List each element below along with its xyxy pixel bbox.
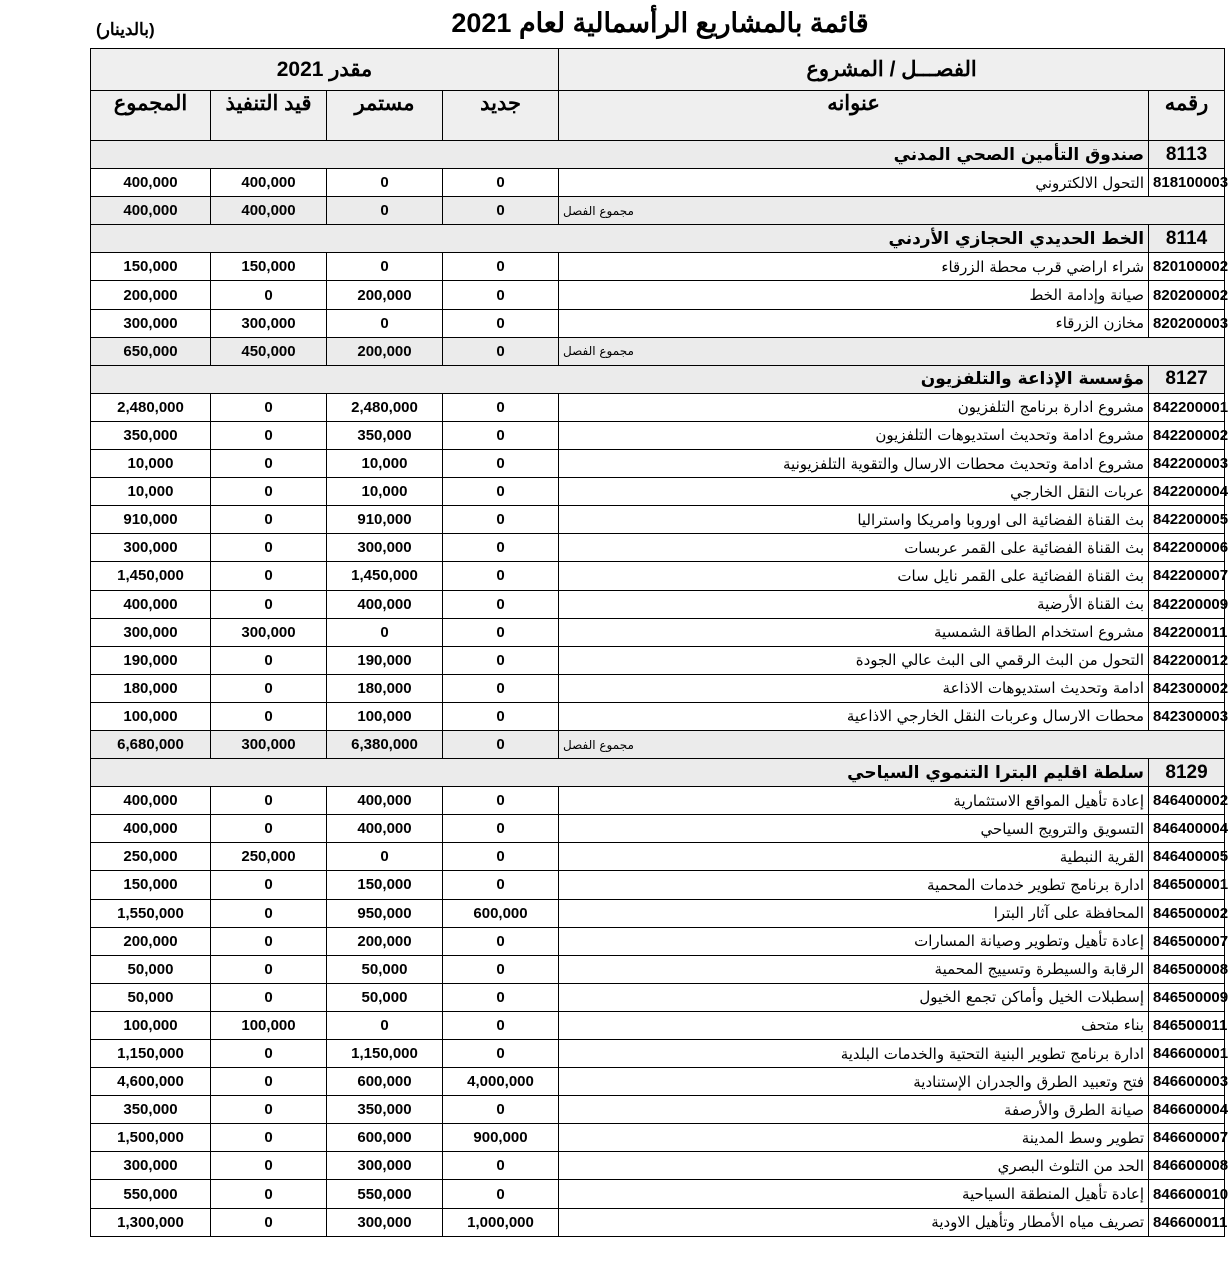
total-cell: 400,000 [91,590,211,618]
section-new-cell: 0 [443,197,559,225]
section-header-row [91,759,1225,787]
project-code-cell: 846400005 [1149,843,1225,871]
project-title-cell: إعادة تأهيل المنطقة السياحية [559,1180,1149,1208]
project-title-cell: شراء اراضي قرب محطة الزرقاء [559,253,1149,281]
continuing-cell: 1,450,000 [327,562,443,590]
continuing-cell: 50,000 [327,955,443,983]
new-cell: 0 [443,871,559,899]
in-progress-cell: 0 [211,1152,327,1180]
continuing-cell: 200,000 [327,927,443,955]
new-cell: 0 [443,1180,559,1208]
table-row [91,1096,1225,1124]
new-cell: 0 [443,450,559,478]
currency-unit-label: (بالدينار) [96,20,155,39]
table-row [91,899,1225,927]
new-cell: 900,000 [443,1124,559,1152]
total-cell: 400,000 [91,169,211,197]
section-in-progress-cell: 400,000 [211,197,327,225]
total-cell: 300,000 [91,618,211,646]
continuing-cell: 600,000 [327,1124,443,1152]
project-title-cell: ادارة برنامج تطوير خدمات المحمية [559,871,1149,899]
chapter-project-header: الفصـــل / المشروع [559,49,1225,91]
continuing-cell: 300,000 [327,1208,443,1236]
in-progress-cell: 0 [211,534,327,562]
project-code-cell: 846600011 [1149,1208,1225,1236]
new-cell: 0 [443,983,559,1011]
section-name: صندوق التأمين الصحي المدني [91,141,1149,169]
section-total-row [91,197,1225,225]
total-cell: 400,000 [91,787,211,815]
new-cell: 0 [443,787,559,815]
section-total-label: مجموع الفصل [559,337,1225,365]
table-row [91,421,1225,449]
total-cell: 180,000 [91,674,211,702]
continuing-cell: 300,000 [327,1152,443,1180]
in-progress-column-header: قيد التنفيذ [211,91,327,141]
total-cell: 350,000 [91,1096,211,1124]
continuing-cell: 100,000 [327,702,443,730]
table-row [91,562,1225,590]
in-progress-cell: 0 [211,1096,327,1124]
in-progress-cell: 0 [211,787,327,815]
in-progress-cell: 0 [211,1180,327,1208]
project-title-cell: بث القناة الفضائية على القمر عربسات [559,534,1149,562]
in-progress-cell: 0 [211,1068,327,1096]
continuing-cell: 50,000 [327,983,443,1011]
in-progress-cell: 0 [211,281,327,309]
continuing-cell: 0 [327,253,443,281]
section-code: 8113 [1149,141,1225,169]
in-progress-cell: 100,000 [211,1011,327,1039]
project-title-cell: بث القناة الأرضية [559,590,1149,618]
continuing-cell: 400,000 [327,815,443,843]
section-new-cell: 0 [443,337,559,365]
total-cell: 200,000 [91,927,211,955]
total-cell: 550,000 [91,1180,211,1208]
total-cell: 200,000 [91,281,211,309]
in-progress-cell: 0 [211,421,327,449]
section-continuing-cell: 6,380,000 [327,730,443,758]
number-column-header: رقمه [1149,91,1225,141]
section-name: الخط الحديدي الحجازي الأردني [91,225,1149,253]
project-title-cell: إعادة تأهيل وتطوير وصيانة المسارات [559,927,1149,955]
table-row [91,450,1225,478]
section-total-cell: 650,000 [91,337,211,365]
table-body [91,141,1228,1237]
total-cell: 100,000 [91,702,211,730]
project-title-cell: عربات النقل الخارجي [559,478,1149,506]
project-code-cell: 846500002 [1149,899,1225,927]
section-header-row [91,365,1225,393]
continuing-cell: 0 [327,618,443,646]
section-name: سلطة اقليم البترا التنموي السياحي [91,759,1149,787]
new-cell: 0 [443,562,559,590]
in-progress-cell: 0 [211,702,327,730]
section-continuing-cell: 0 [327,197,443,225]
section-code: 8127 [1149,365,1225,393]
continuing-cell: 600,000 [327,1068,443,1096]
table-row [91,843,1225,871]
in-progress-cell: 0 [211,1124,327,1152]
project-code-cell: 842200001 [1149,393,1225,421]
table-row [91,815,1225,843]
new-cell: 0 [443,309,559,337]
continuing-cell: 300,000 [327,534,443,562]
table-row [91,281,1225,309]
table-row [91,1011,1225,1039]
new-cell: 0 [443,506,559,534]
section-code: 8129 [1149,759,1225,787]
continuing-cell: 0 [327,1011,443,1039]
section-total-cell: 400,000 [91,197,211,225]
section-total-row [91,730,1225,758]
section-code: 8114 [1149,225,1225,253]
project-title-cell: فتح وتعبيد الطرق والجدران الإستنادية [559,1068,1149,1096]
section-header-row [91,141,1225,169]
continuing-cell: 910,000 [327,506,443,534]
in-progress-cell: 0 [211,590,327,618]
section-new-cell: 0 [443,730,559,758]
project-title-cell: مشروع ادارة برنامج التلفزيون [559,393,1149,421]
in-progress-cell: 0 [211,562,327,590]
total-cell: 1,450,000 [91,562,211,590]
table-row [91,618,1225,646]
project-code-cell: 842200012 [1149,646,1225,674]
in-progress-cell: 0 [211,393,327,421]
capital-projects-table [90,48,1228,1237]
project-title-cell: صيانة وإدامة الخط [559,281,1149,309]
continuing-cell: 350,000 [327,421,443,449]
continuing-column-header: مستمر [327,91,443,141]
header-row-top [91,49,1225,91]
new-cell: 0 [443,618,559,646]
total-cell: 400,000 [91,815,211,843]
total-cell: 300,000 [91,534,211,562]
new-cell: 0 [443,646,559,674]
table-row [91,1124,1225,1152]
new-cell: 600,000 [443,899,559,927]
project-code-cell: 842200007 [1149,562,1225,590]
project-title-cell: مخازن الزرقاء [559,309,1149,337]
project-code-cell: 846600003 [1149,1068,1225,1096]
header-row-columns [91,91,1225,141]
project-title-cell: مشروع استخدام الطاقة الشمسية [559,618,1149,646]
total-cell: 1,150,000 [91,1040,211,1068]
project-title-cell: ادارة برنامج تطوير البنية التحتية والخدمات البلدية [559,1040,1149,1068]
new-cell: 4,000,000 [443,1068,559,1096]
total-cell: 10,000 [91,450,211,478]
table-row [91,983,1225,1011]
new-cell: 0 [443,281,559,309]
new-cell: 0 [443,1152,559,1180]
continuing-cell: 950,000 [327,899,443,927]
table-row [91,1040,1225,1068]
project-title-cell: محطات الارسال وعربات النقل الخارجي الاذاعية [559,702,1149,730]
section-continuing-cell: 200,000 [327,337,443,365]
table-row [91,253,1225,281]
new-cell: 0 [443,169,559,197]
total-cell: 50,000 [91,983,211,1011]
table-row [91,309,1225,337]
new-column-header: جديد [443,91,559,141]
section-name: مؤسسة الإذاعة والتلفزيون [91,365,1149,393]
project-title-cell: ادامة وتحديث استديوهات الاذاعة [559,674,1149,702]
new-cell: 0 [443,815,559,843]
new-cell: 0 [443,253,559,281]
project-title-cell: المحافظة على آثار البترا [559,899,1149,927]
project-code-cell: 820200002 [1149,281,1225,309]
total-cell: 910,000 [91,506,211,534]
continuing-cell: 150,000 [327,871,443,899]
total-cell: 190,000 [91,646,211,674]
continuing-cell: 1,150,000 [327,1040,443,1068]
table-row [91,169,1225,197]
project-code-cell: 818100003 [1149,169,1225,197]
table-row [91,506,1225,534]
section-total-label: مجموع الفصل [559,730,1225,758]
new-cell: 0 [443,534,559,562]
table-row [91,1152,1225,1180]
estimate-header: مقدر 2021 [91,49,559,91]
project-code-cell: 846500009 [1149,983,1225,1011]
in-progress-cell: 0 [211,871,327,899]
new-cell: 0 [443,674,559,702]
total-column-header: المجموع [91,91,211,141]
in-progress-cell: 300,000 [211,309,327,337]
total-cell: 2,480,000 [91,393,211,421]
continuing-cell: 550,000 [327,1180,443,1208]
project-code-cell: 846600001 [1149,1040,1225,1068]
continuing-cell: 180,000 [327,674,443,702]
table-row [91,646,1225,674]
new-cell: 0 [443,478,559,506]
table-row [91,702,1225,730]
section-total-row [91,337,1225,365]
table-row [91,871,1225,899]
project-code-cell: 846500007 [1149,927,1225,955]
project-code-cell: 842200005 [1149,506,1225,534]
project-title-cell: مشروع ادامة وتحديث استديوهات التلفزيون [559,421,1149,449]
project-title-cell: التحول من البث الرقمي الى البث عالي الجودة [559,646,1149,674]
table-row [91,927,1225,955]
total-cell: 1,300,000 [91,1208,211,1236]
total-cell: 4,600,000 [91,1068,211,1096]
in-progress-cell: 0 [211,815,327,843]
new-cell: 0 [443,590,559,618]
project-code-cell: 846600010 [1149,1180,1225,1208]
project-code-cell: 842200002 [1149,421,1225,449]
in-progress-cell: 150,000 [211,253,327,281]
in-progress-cell: 250,000 [211,843,327,871]
new-cell: 0 [443,1011,559,1039]
new-cell: 0 [443,702,559,730]
continuing-cell: 200,000 [327,281,443,309]
project-code-cell: 846600004 [1149,1096,1225,1124]
table-row [91,478,1225,506]
project-code-cell: 846500001 [1149,871,1225,899]
in-progress-cell: 0 [211,899,327,927]
table-row [91,787,1225,815]
section-header-row [91,225,1225,253]
project-title-cell: تطوير وسط المدينة [559,1124,1149,1152]
continuing-cell: 400,000 [327,590,443,618]
section-in-progress-cell: 450,000 [211,337,327,365]
in-progress-cell: 0 [211,955,327,983]
in-progress-cell: 0 [211,478,327,506]
table-row [91,674,1225,702]
continuing-cell: 350,000 [327,1096,443,1124]
total-cell: 100,000 [91,1011,211,1039]
project-title-cell: إعادة تأهيل المواقع الاستثمارية [559,787,1149,815]
total-cell: 300,000 [91,1152,211,1180]
continuing-cell: 0 [327,309,443,337]
in-progress-cell: 0 [211,506,327,534]
total-cell: 1,550,000 [91,899,211,927]
new-cell: 0 [443,1040,559,1068]
project-title-cell: إسطبلات الخيل وأماكن تجمع الخيول [559,983,1149,1011]
continuing-cell: 0 [327,843,443,871]
project-code-cell: 846400002 [1149,787,1225,815]
in-progress-cell: 0 [211,1208,327,1236]
page-title: قائمة بالمشاريع الرأسمالية لعام 2021 [451,8,869,38]
total-cell: 1,500,000 [91,1124,211,1152]
in-progress-cell: 400,000 [211,169,327,197]
project-title-cell: بناء متحف [559,1011,1149,1039]
project-title-cell: القرية النبطية [559,843,1149,871]
table-row [91,1208,1225,1236]
total-cell: 250,000 [91,843,211,871]
new-cell: 0 [443,1096,559,1124]
project-code-cell: 842200006 [1149,534,1225,562]
continuing-cell: 10,000 [327,450,443,478]
project-title-cell: بث القناة الفضائية الى اوروبا وامريكا واستراليا [559,506,1149,534]
project-code-cell: 846400004 [1149,815,1225,843]
table-row [91,393,1225,421]
in-progress-cell: 0 [211,927,327,955]
in-progress-cell: 0 [211,646,327,674]
project-code-cell: 846600008 [1149,1152,1225,1180]
table-row [91,955,1225,983]
in-progress-cell: 0 [211,983,327,1011]
section-in-progress-cell: 300,000 [211,730,327,758]
in-progress-cell: 0 [211,450,327,478]
project-title-cell: التحول الالكتروني [559,169,1149,197]
continuing-cell: 2,480,000 [327,393,443,421]
total-cell: 150,000 [91,253,211,281]
continuing-cell: 190,000 [327,646,443,674]
total-cell: 350,000 [91,421,211,449]
continuing-cell: 400,000 [327,787,443,815]
total-cell: 10,000 [91,478,211,506]
section-total-label: مجموع الفصل [559,197,1225,225]
in-progress-cell: 0 [211,1040,327,1068]
project-code-cell: 842200004 [1149,478,1225,506]
total-cell: 50,000 [91,955,211,983]
new-cell: 0 [443,421,559,449]
project-code-cell: 842200011 [1149,618,1225,646]
table-row [91,590,1225,618]
project-code-cell: 820200003 [1149,309,1225,337]
project-code-cell: 846600007 [1149,1124,1225,1152]
project-code-cell: 842300003 [1149,702,1225,730]
project-code-cell: 846500008 [1149,955,1225,983]
project-title-cell: الرقابة والسيطرة وتسييج المحمية [559,955,1149,983]
project-code-cell: 842300002 [1149,674,1225,702]
project-title-cell: بث القناة الفضائية على القمر نايل سات [559,562,1149,590]
project-code-cell: 842200009 [1149,590,1225,618]
project-title-cell: التسويق والترويج السياحي [559,815,1149,843]
table-row [91,1180,1225,1208]
in-progress-cell: 0 [211,674,327,702]
section-total-cell: 6,680,000 [91,730,211,758]
new-cell: 0 [443,927,559,955]
project-code-cell: 846500011 [1149,1011,1225,1039]
project-title-cell: الحد من التلوث البصري [559,1152,1149,1180]
project-title-cell: تصريف مياه الأمطار وتأهيل الاودية [559,1208,1149,1236]
continuing-cell: 0 [327,169,443,197]
project-title-cell: صيانة الطرق والأرصفة [559,1096,1149,1124]
table-row [91,1068,1225,1096]
total-cell: 300,000 [91,309,211,337]
new-cell: 0 [443,393,559,421]
continuing-cell: 10,000 [327,478,443,506]
project-title-cell: مشروع ادامة وتحديث محطات الارسال والتقوية التلفزيونية [559,450,1149,478]
new-cell: 0 [443,955,559,983]
new-cell: 0 [443,843,559,871]
in-progress-cell: 300,000 [211,618,327,646]
project-code-cell: 820100002 [1149,253,1225,281]
title-column-header: عنوانه [559,91,1149,141]
table-row [91,534,1225,562]
total-cell: 150,000 [91,871,211,899]
project-code-cell: 842200003 [1149,450,1225,478]
new-cell: 1,000,000 [443,1208,559,1236]
